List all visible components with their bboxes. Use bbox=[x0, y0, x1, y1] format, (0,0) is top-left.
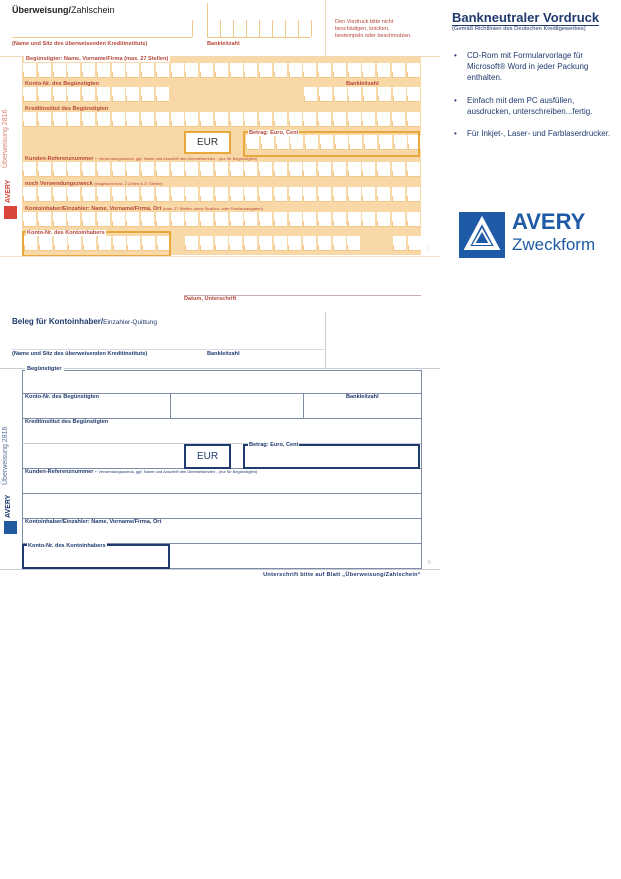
char-cell[interactable] bbox=[362, 112, 375, 127]
bullet-item: • Für Inkjet-, Laser- und Farblaserdrucker. bbox=[454, 128, 619, 139]
blz-tick bbox=[298, 20, 299, 37]
char-field-row[interactable] bbox=[304, 87, 422, 102]
bank-name-label: (Name und Sitz des überweisenden Kreditinstituts) bbox=[12, 351, 148, 357]
char-cell[interactable] bbox=[112, 212, 125, 227]
char-cell[interactable] bbox=[407, 112, 420, 127]
char-cell[interactable] bbox=[274, 212, 287, 227]
blz-tick bbox=[246, 20, 247, 37]
char-cell[interactable] bbox=[378, 87, 391, 102]
char-cell[interactable] bbox=[362, 187, 375, 202]
char-field-row[interactable] bbox=[23, 112, 421, 127]
char-cell[interactable] bbox=[333, 187, 346, 202]
char-cell[interactable] bbox=[333, 63, 346, 78]
char-cell[interactable] bbox=[377, 112, 390, 127]
char-cell[interactable] bbox=[215, 212, 228, 227]
char-cell[interactable] bbox=[362, 63, 375, 78]
char-cell[interactable] bbox=[53, 162, 66, 177]
char-cell[interactable] bbox=[53, 187, 66, 202]
bullet-item: • Einfach mit dem PC ausfüllen, ausdrucken, unterschreiben...fertig. bbox=[454, 95, 619, 117]
char-cell[interactable] bbox=[112, 112, 125, 127]
panel-title: Bankneutraler Vordruck bbox=[452, 10, 600, 25]
char-cell[interactable] bbox=[23, 112, 36, 127]
char-cell[interactable] bbox=[347, 236, 360, 251]
char-cell[interactable] bbox=[200, 112, 213, 127]
char-cell[interactable] bbox=[348, 212, 361, 227]
avery-wordmark-small: AVERY bbox=[5, 494, 12, 518]
char-cell[interactable] bbox=[407, 87, 420, 102]
page-mark: I bbox=[428, 246, 430, 252]
side-text: Überweisung 2816 bbox=[2, 426, 9, 485]
char-cell[interactable] bbox=[259, 236, 272, 251]
char-cell[interactable] bbox=[348, 63, 361, 78]
char-cell[interactable] bbox=[97, 212, 110, 227]
char-cell[interactable] bbox=[259, 162, 272, 177]
char-field-row[interactable] bbox=[23, 187, 421, 202]
avery-wordmark: AVERY bbox=[512, 209, 586, 234]
char-cell[interactable] bbox=[348, 112, 361, 127]
char-cell[interactable] bbox=[53, 87, 66, 102]
signature-note: Unterschrift bitte auf Blatt „Überweisung/Zahlschein“ bbox=[263, 572, 421, 578]
char-cell[interactable] bbox=[215, 112, 228, 127]
beneficiary-blz-label: Bankleitzahl bbox=[346, 81, 379, 87]
char-cell[interactable] bbox=[67, 87, 80, 102]
blz-tick bbox=[285, 20, 286, 37]
char-cell[interactable] bbox=[244, 212, 257, 227]
char-cell[interactable] bbox=[53, 212, 66, 227]
panel-subtitle: (Gemäß Richtlinien des Deutschen Kreditgewerbes) bbox=[452, 26, 586, 32]
char-cell[interactable] bbox=[274, 112, 287, 127]
blz-tick bbox=[220, 20, 221, 37]
char-cell[interactable] bbox=[141, 87, 154, 102]
char-cell[interactable] bbox=[156, 187, 169, 202]
char-cell[interactable] bbox=[200, 162, 213, 177]
char-cell[interactable] bbox=[348, 162, 361, 177]
char-cell[interactable] bbox=[97, 187, 110, 202]
char-cell[interactable] bbox=[407, 63, 420, 78]
currency-field: EUR bbox=[184, 444, 231, 469]
char-cell[interactable] bbox=[259, 112, 272, 127]
char-cell[interactable] bbox=[185, 63, 198, 78]
char-cell[interactable] bbox=[23, 212, 36, 227]
char-cell[interactable] bbox=[38, 112, 51, 127]
char-cell[interactable] bbox=[348, 87, 361, 102]
char-cell[interactable] bbox=[303, 162, 316, 177]
char-cell[interactable] bbox=[289, 187, 302, 202]
char-cell[interactable] bbox=[259, 187, 272, 202]
char-cell[interactable] bbox=[244, 236, 257, 251]
receipt-title: Beleg für Kontoinhaber/Einzahler-Quittung bbox=[12, 317, 157, 326]
char-cell[interactable] bbox=[377, 212, 390, 227]
currency-field: EUR bbox=[184, 131, 231, 154]
signature-label: Datum, Unterschrift bbox=[184, 296, 237, 302]
char-cell[interactable] bbox=[38, 187, 51, 202]
char-cell[interactable] bbox=[97, 162, 110, 177]
char-cell[interactable] bbox=[82, 63, 95, 78]
char-cell[interactable] bbox=[141, 187, 154, 202]
char-cell[interactable] bbox=[244, 63, 257, 78]
account-label: Konto-Nr. des Begünstigten bbox=[25, 394, 99, 400]
char-cell[interactable] bbox=[377, 63, 390, 78]
char-cell[interactable] bbox=[318, 112, 331, 127]
bank-label: Kreditinstitut des Begünstigten bbox=[25, 106, 109, 112]
char-cell[interactable] bbox=[334, 87, 347, 102]
char-cell[interactable] bbox=[97, 112, 110, 127]
char-cell[interactable] bbox=[230, 112, 243, 127]
side-text: Überweisung 2816 bbox=[2, 109, 9, 168]
beneficiary-label: Begünstigter: Name, Vorname/Firma (max. 27 Stellen) bbox=[26, 56, 169, 62]
blz-tick bbox=[272, 20, 273, 37]
char-cell[interactable] bbox=[407, 162, 420, 177]
avery-logo-small bbox=[4, 206, 17, 219]
char-cell[interactable] bbox=[230, 63, 243, 78]
char-cell[interactable] bbox=[185, 112, 198, 127]
char-cell[interactable] bbox=[274, 187, 287, 202]
char-cell[interactable] bbox=[141, 162, 154, 177]
char-cell[interactable] bbox=[215, 236, 228, 251]
char-cell[interactable] bbox=[171, 162, 184, 177]
char-cell[interactable] bbox=[259, 212, 272, 227]
char-cell[interactable] bbox=[67, 112, 80, 127]
char-cell[interactable] bbox=[38, 63, 51, 78]
char-cell[interactable] bbox=[363, 87, 376, 102]
char-field-row[interactable] bbox=[23, 212, 421, 227]
char-cell[interactable] bbox=[318, 212, 331, 227]
char-cell[interactable] bbox=[289, 162, 302, 177]
char-cell[interactable] bbox=[289, 63, 302, 78]
char-cell[interactable] bbox=[141, 112, 154, 127]
char-cell[interactable] bbox=[97, 63, 110, 78]
char-cell[interactable] bbox=[200, 236, 213, 251]
char-cell[interactable] bbox=[348, 187, 361, 202]
char-cell[interactable] bbox=[230, 187, 243, 202]
char-cell[interactable] bbox=[274, 63, 287, 78]
beneficiary-label: Begünstigter bbox=[27, 366, 62, 372]
payer-account-label: Konto-Nr. des Kontoinhabers bbox=[27, 230, 105, 236]
char-cell[interactable] bbox=[67, 63, 80, 78]
char-field-row[interactable] bbox=[23, 162, 421, 177]
char-cell[interactable] bbox=[112, 87, 125, 102]
char-cell[interactable] bbox=[171, 187, 184, 202]
page-mark: II bbox=[428, 560, 431, 566]
notice-text: Den Vordruck bitte nicht beschädigen, knicken, bestempeln oder beschmutzen. bbox=[335, 19, 412, 39]
char-cell[interactable] bbox=[156, 87, 169, 102]
char-cell[interactable] bbox=[126, 112, 139, 127]
char-cell[interactable] bbox=[318, 162, 331, 177]
char-cell[interactable] bbox=[126, 63, 139, 78]
bank-label: Kreditinstitut des Begünstigten bbox=[25, 419, 109, 425]
bank-name-label: (Name und Sitz des überweisenden Kreditinstituts) bbox=[12, 41, 148, 47]
char-cell[interactable] bbox=[230, 162, 243, 177]
char-cell[interactable] bbox=[82, 87, 95, 102]
char-cell[interactable] bbox=[407, 212, 420, 227]
char-cell[interactable] bbox=[304, 87, 317, 102]
blz-tick bbox=[311, 20, 312, 37]
char-cell[interactable] bbox=[97, 87, 110, 102]
bullet-item: • CD-Rom mit Formularvorlage für Microsoft® Word in jeder Packung enthalten. bbox=[454, 50, 619, 83]
char-cell[interactable] bbox=[303, 236, 316, 251]
char-cell[interactable] bbox=[244, 112, 257, 127]
char-field-row[interactable] bbox=[23, 63, 421, 78]
blz-tick bbox=[233, 20, 234, 37]
char-cell[interactable] bbox=[38, 212, 51, 227]
char-field-row[interactable] bbox=[23, 87, 171, 102]
char-cell[interactable] bbox=[229, 236, 242, 251]
reference-label: Kunden-Referenznummer - Verwendungszweck, ggf. Name und Anschrift des Überweisenden - (nur für Begünstigten) bbox=[25, 156, 258, 162]
char-cell[interactable] bbox=[407, 187, 420, 202]
char-cell[interactable] bbox=[318, 63, 331, 78]
char-cell[interactable] bbox=[392, 63, 405, 78]
char-cell[interactable] bbox=[333, 236, 346, 251]
reference-label: Kunden-Referenznummer - Verwendungszweck, ggf. Name und Anschrift des Überweisenden - (nur für Begünstigten) bbox=[25, 469, 258, 475]
char-cell[interactable] bbox=[156, 212, 169, 227]
avery-logo-small bbox=[4, 521, 17, 534]
char-cell[interactable] bbox=[141, 63, 154, 78]
char-cell[interactable] bbox=[303, 187, 316, 202]
char-field-row[interactable] bbox=[185, 236, 362, 251]
char-cell[interactable] bbox=[392, 112, 405, 127]
char-cell[interactable] bbox=[333, 112, 346, 127]
blz-label: Bankleitzahl bbox=[207, 351, 240, 357]
char-cell[interactable] bbox=[185, 212, 198, 227]
char-cell[interactable] bbox=[112, 162, 125, 177]
char-cell[interactable] bbox=[200, 212, 213, 227]
char-cell[interactable] bbox=[289, 212, 302, 227]
char-cell[interactable] bbox=[230, 212, 243, 227]
char-cell[interactable] bbox=[362, 212, 375, 227]
payer-label: Kontoinhaber/Einzahler: Name, Vorname/Firma, Ort (max. 27 Stellen, keine Straßen- oder Postfachangaben) bbox=[25, 206, 263, 212]
char-cell[interactable] bbox=[171, 63, 184, 78]
payer-account-label: Konto-Nr. des Kontoinhabers bbox=[28, 543, 106, 549]
char-cell[interactable] bbox=[82, 162, 95, 177]
char-cell[interactable] bbox=[156, 112, 169, 127]
char-cell[interactable] bbox=[23, 87, 36, 102]
title-rest: Zahlschein bbox=[71, 5, 115, 15]
char-cell[interactable] bbox=[156, 63, 169, 78]
char-cell[interactable] bbox=[67, 162, 80, 177]
char-cell[interactable] bbox=[200, 63, 213, 78]
char-cell[interactable] bbox=[126, 187, 139, 202]
purpose-label: noch Verwendungszweck (insgesamt max. 2 Zeilen à 27 Stellen) bbox=[25, 181, 163, 187]
char-cell[interactable] bbox=[112, 63, 125, 78]
zweckform-wordmark: Zweckform bbox=[512, 235, 596, 254]
char-cell[interactable] bbox=[377, 162, 390, 177]
char-cell[interactable] bbox=[82, 212, 95, 227]
char-cell[interactable] bbox=[112, 187, 125, 202]
char-cell[interactable] bbox=[392, 162, 405, 177]
char-cell[interactable] bbox=[408, 236, 421, 251]
char-cell[interactable] bbox=[185, 162, 198, 177]
char-cell[interactable] bbox=[274, 236, 287, 251]
char-cell[interactable] bbox=[23, 63, 36, 78]
char-cell[interactable] bbox=[318, 236, 331, 251]
char-cell[interactable] bbox=[156, 162, 169, 177]
amount-label: Betrag: Euro, Cent bbox=[249, 130, 299, 136]
char-cell[interactable] bbox=[67, 212, 80, 227]
beneficiary-blz-label: Bankleitzahl bbox=[346, 394, 379, 400]
char-cell[interactable] bbox=[333, 212, 346, 227]
char-cell[interactable] bbox=[244, 162, 257, 177]
char-cell[interactable] bbox=[319, 87, 332, 102]
char-cell[interactable] bbox=[377, 187, 390, 202]
char-cell[interactable] bbox=[259, 63, 272, 78]
char-cell[interactable] bbox=[215, 63, 228, 78]
char-cell[interactable] bbox=[215, 187, 228, 202]
char-cell[interactable] bbox=[274, 162, 287, 177]
char-cell[interactable] bbox=[393, 87, 406, 102]
char-cell[interactable] bbox=[215, 162, 228, 177]
char-cell[interactable] bbox=[53, 112, 66, 127]
char-cell[interactable] bbox=[303, 212, 316, 227]
form-title bbox=[12, 5, 115, 15]
char-cell[interactable] bbox=[53, 63, 66, 78]
char-cell[interactable] bbox=[318, 187, 331, 202]
char-cell[interactable] bbox=[171, 112, 184, 127]
char-cell[interactable] bbox=[362, 162, 375, 177]
char-cell[interactable] bbox=[185, 236, 198, 251]
char-cell[interactable] bbox=[126, 162, 139, 177]
char-cell[interactable] bbox=[200, 187, 213, 202]
char-cell[interactable] bbox=[38, 87, 51, 102]
char-cell[interactable] bbox=[303, 112, 316, 127]
char-cell[interactable] bbox=[82, 112, 95, 127]
blz-label: Bankleitzahl bbox=[207, 41, 240, 47]
char-cell[interactable] bbox=[393, 236, 406, 251]
char-cell[interactable] bbox=[23, 187, 36, 202]
char-cell[interactable] bbox=[126, 87, 139, 102]
amount-label: Betrag: Euro, Cent bbox=[249, 442, 299, 448]
blz-tick bbox=[259, 20, 260, 37]
payer-label: Kontoinhaber/Einzahler: Name, Vorname/Firma, Ort bbox=[25, 519, 162, 525]
avery-wordmark-small: AVERY bbox=[5, 179, 12, 203]
char-cell[interactable] bbox=[23, 162, 36, 177]
char-field-row[interactable] bbox=[393, 236, 423, 251]
char-cell[interactable] bbox=[288, 236, 301, 251]
char-cell[interactable] bbox=[126, 212, 139, 227]
account-label: Konto-Nr. des Begünstigten bbox=[25, 81, 99, 87]
char-cell[interactable] bbox=[303, 63, 316, 78]
char-cell[interactable] bbox=[141, 212, 154, 227]
char-cell[interactable] bbox=[67, 187, 80, 202]
char-cell[interactable] bbox=[244, 187, 257, 202]
char-cell[interactable] bbox=[333, 162, 346, 177]
char-cell[interactable] bbox=[392, 212, 405, 227]
char-cell[interactable] bbox=[289, 112, 302, 127]
char-cell[interactable] bbox=[171, 212, 184, 227]
char-cell[interactable] bbox=[392, 187, 405, 202]
char-cell[interactable] bbox=[185, 187, 198, 202]
avery-logo-icon bbox=[459, 212, 505, 258]
char-cell[interactable] bbox=[38, 162, 51, 177]
title-bold: Überweisung/ bbox=[12, 5, 72, 15]
char-cell[interactable] bbox=[82, 187, 95, 202]
